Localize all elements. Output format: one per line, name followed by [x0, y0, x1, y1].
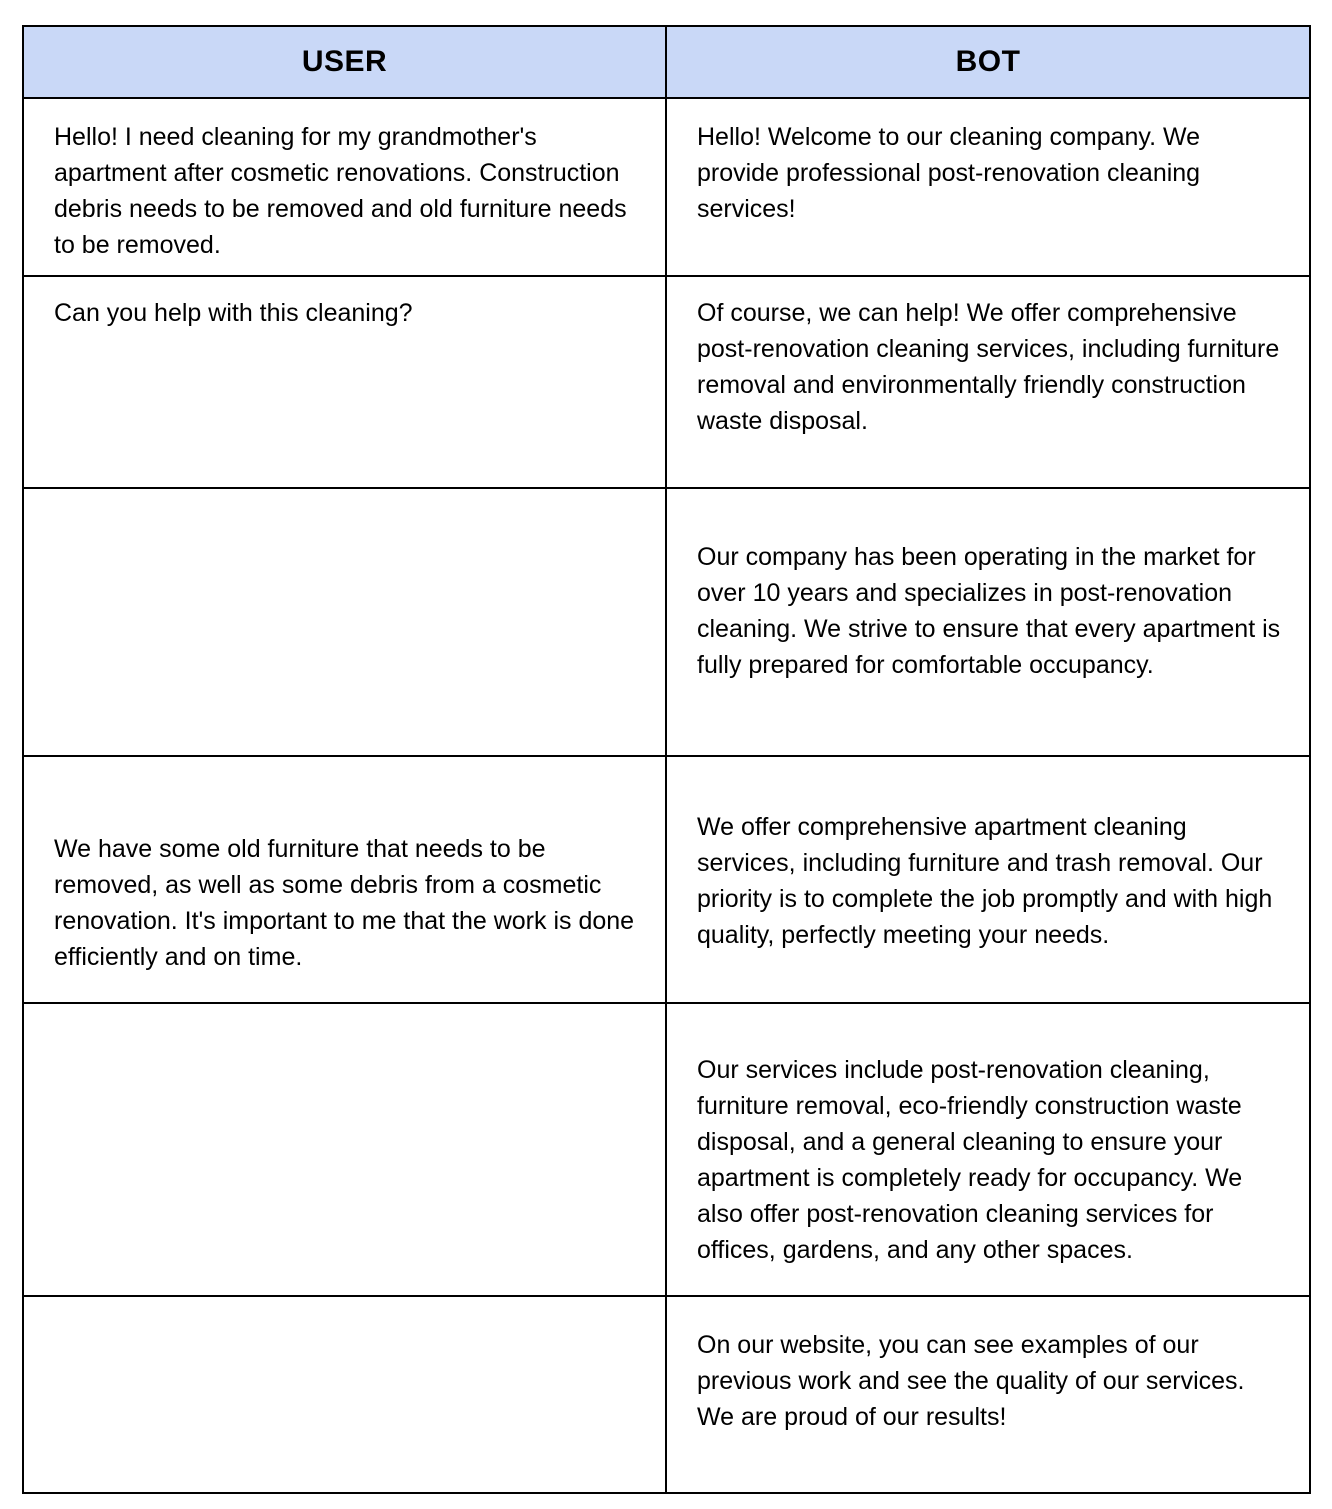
user-message-text [24, 1004, 665, 1053]
bot-message-text: Our services include post-renovation cleaning, furniture removal, eco-friendly construction waste disposal, and a general cleaning to ensure your apartment is completely ready for occupancy. We also offer post-renovation cleaning services for offices, gardens, and any other spaces. [697, 1056, 1250, 1264]
bot-message-cell [666, 1296, 1310, 1493]
user-message-text [24, 489, 665, 540]
table-row [23, 1003, 1310, 1296]
bot-message-cell [666, 98, 1310, 276]
user-message-cell [23, 98, 666, 276]
column-header-user: USER [23, 26, 666, 98]
user-message-cell [23, 756, 666, 1003]
user-message-cell [23, 276, 666, 488]
bot-message-cell [666, 756, 1310, 1003]
user-message-text: Can you help with this cleaning? [54, 299, 413, 327]
bot-message-cell [666, 276, 1310, 488]
bot-message-cell [666, 488, 1310, 756]
user-bot-conversation-table [22, 25, 1311, 1494]
table-header [23, 26, 1310, 98]
user-message-cell-empty [23, 1003, 666, 1296]
table-row [23, 276, 1310, 488]
user-message-text: We have some old furniture that needs to be removed, as well as some debris from a cosmetic renovation. It's important to me that the work is done efficiently and on time. [54, 835, 642, 971]
table-row [23, 1296, 1310, 1493]
bot-message-text: Hello! Welcome to our cleaning company. We provide professional post-renovation cleaning services! [697, 123, 1208, 223]
user-message-cell-empty [23, 1296, 666, 1493]
column-header-bot: BOT [666, 26, 1310, 98]
bot-message-text: Our company has been operating in the market for over 10 years and specializes in post-renovation cleaning. We strive to ensure that every apartment is fully prepared for comfortable occupancy. [697, 543, 1288, 679]
table-row [23, 488, 1310, 756]
bot-message-cell [666, 1003, 1310, 1296]
bot-message-text: We offer comprehensive apartment cleaning services, including furniture and trash removal. Our priority is to complete the job promptly and with high quality, perfectly meeting your needs. [697, 813, 1280, 949]
bot-message-text: On our website, you can see examples of our previous work and see the quality of our services. We are proud of our results! [697, 1331, 1252, 1431]
user-message-text [24, 1297, 665, 1328]
bot-message-text: Of course, we can help! We offer comprehensive post-renovation cleaning services, including furniture removal and environmentally friendly construction waste disposal. [697, 299, 1287, 435]
table-header-row [23, 26, 1310, 98]
user-message-cell-empty [23, 488, 666, 756]
table-row [23, 756, 1310, 1003]
table-body [23, 98, 1310, 1493]
table-row [23, 98, 1310, 276]
user-message-text: Hello! I need cleaning for my grandmother's apartment after cosmetic renovations. Construction debris needs to be removed and old furniture needs to be removed. [54, 123, 634, 259]
